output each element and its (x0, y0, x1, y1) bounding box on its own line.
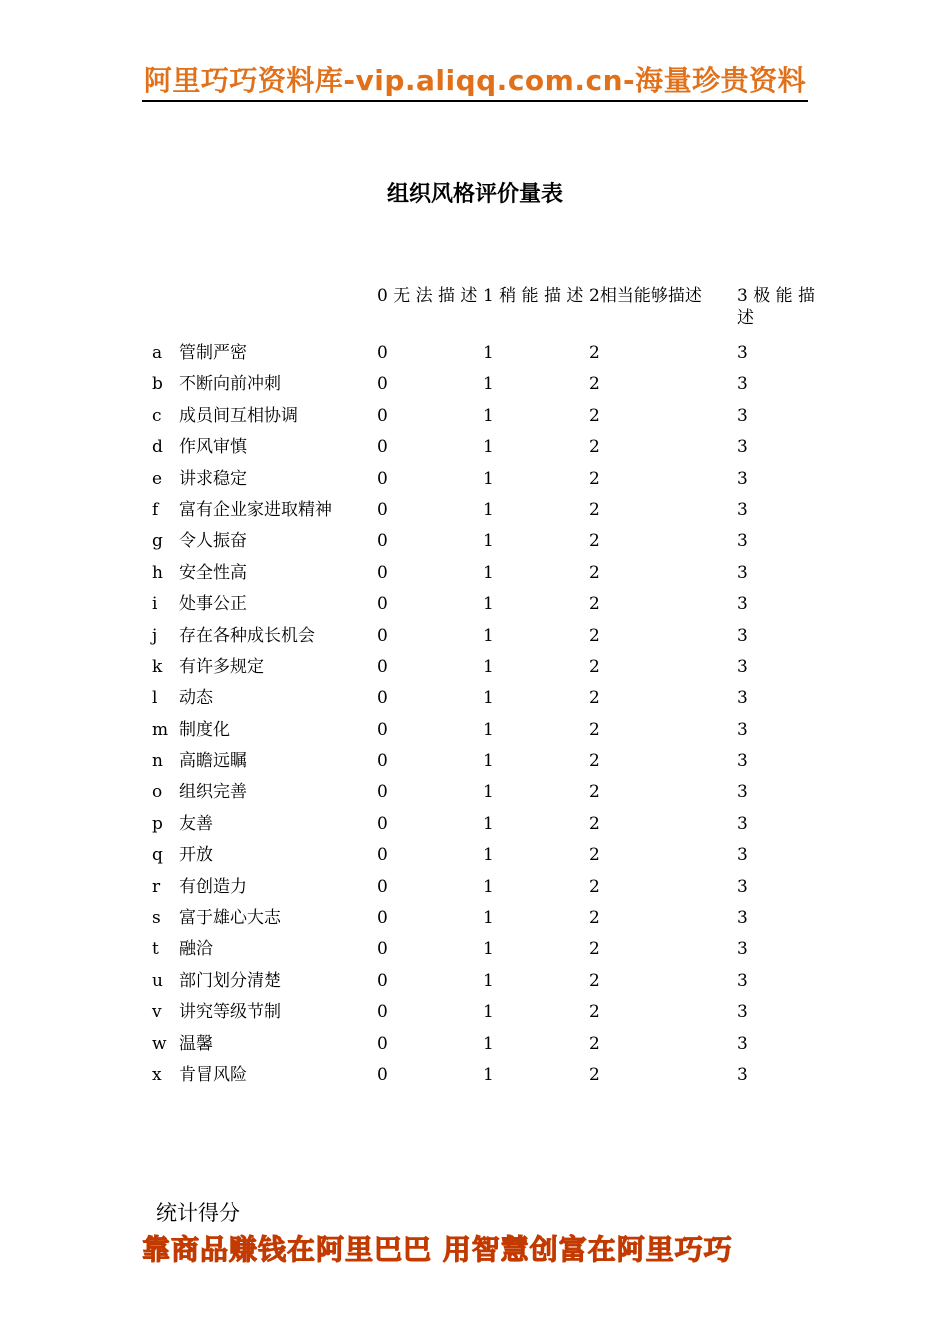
score-cell: 1 (483, 751, 494, 772)
item-code: f (152, 499, 159, 520)
score-cell: 0 (377, 1064, 388, 1085)
score-cell: 3 (737, 782, 748, 803)
table-row (147, 524, 832, 555)
score-cell: 3 (737, 751, 748, 772)
score-cell: 2 (589, 531, 600, 552)
item-text: 制度化 (179, 719, 230, 740)
table-row (147, 619, 832, 650)
score-cell: 0 (377, 908, 388, 929)
table-row (147, 462, 832, 493)
item-text: 开放 (179, 845, 213, 866)
header-banner (142, 62, 808, 102)
score-cell: 3 (737, 562, 748, 583)
table-row (147, 807, 832, 838)
score-cell: 2 (589, 908, 600, 929)
score-cell: 1 (483, 688, 494, 709)
score-cell: 0 (377, 813, 388, 834)
item-text: 不断向前冲刺 (179, 374, 281, 395)
score-cell: 3 (737, 1002, 748, 1023)
score-cell: 1 (483, 343, 494, 363)
score-cell: 0 (377, 656, 388, 677)
header-blank-code (147, 281, 179, 336)
item-code: p (152, 813, 163, 834)
table-row (147, 1058, 832, 1089)
item-text: 部门划分清楚 (179, 970, 281, 991)
score-cell: 0 (377, 594, 388, 615)
score-cell: 3 (737, 970, 748, 991)
score-cell: 0 (377, 562, 388, 583)
item-text: 动态 (179, 688, 213, 709)
score-cell: 1 (483, 1033, 494, 1054)
item-text: 组织完善 (179, 782, 247, 803)
item-text: 有许多规定 (179, 656, 264, 677)
table-row (147, 399, 832, 430)
score-cell: 3 (737, 531, 748, 552)
score-cell: 3 (737, 688, 748, 709)
score-cell: 1 (483, 499, 494, 520)
score-cell: 3 (737, 876, 748, 897)
score-cell: 3 (737, 908, 748, 929)
score-cell: 3 (737, 468, 748, 489)
score-cell: 1 (483, 468, 494, 489)
item-code: t (152, 939, 159, 960)
item-text: 有创造力 (179, 876, 247, 897)
footer-banner-text: 靠商品赚钱在阿里巴巴 用智慧创富在阿里巧巧 (142, 1233, 733, 1266)
item-code: g (152, 531, 163, 552)
score-cell: 1 (483, 719, 494, 740)
table-row (147, 367, 832, 398)
score-cell: 1 (483, 562, 494, 583)
column-header: 2相当能够描述 (589, 286, 702, 306)
item-text: 管制严密 (179, 343, 247, 363)
score-cell: 3 (737, 437, 748, 458)
score-cell: 1 (483, 437, 494, 458)
table-row (147, 556, 832, 587)
score-cell: 0 (377, 1002, 388, 1023)
table-row (147, 870, 832, 901)
score-cell: 3 (737, 939, 748, 960)
score-cell: 2 (589, 656, 600, 677)
score-cell: 2 (589, 594, 600, 615)
item-code: i (152, 594, 158, 615)
score-cell: 2 (589, 970, 600, 991)
score-cell: 0 (377, 845, 388, 866)
score-cell: 3 (737, 1064, 748, 1085)
item-code: v (152, 1002, 162, 1023)
score-cell: 3 (737, 594, 748, 615)
score-cell: 2 (589, 813, 600, 834)
score-cell: 2 (589, 1033, 600, 1054)
score-cell: 2 (589, 499, 600, 520)
score-cell: 0 (377, 719, 388, 740)
score-cell: 1 (483, 1064, 494, 1085)
score-cell: 2 (589, 405, 600, 426)
score-cell: 2 (589, 1002, 600, 1023)
table-row (147, 650, 832, 681)
table-row (147, 336, 832, 367)
score-cell: 1 (483, 374, 494, 395)
item-text: 成员间互相协调 (179, 405, 298, 426)
score-cell: 0 (377, 374, 388, 395)
item-text: 高瞻远瞩 (179, 751, 247, 772)
table-row (147, 744, 832, 775)
score-cell: 0 (377, 876, 388, 897)
item-code: s (152, 908, 161, 929)
item-text: 讲求稳定 (179, 468, 247, 489)
score-cell: 3 (737, 813, 748, 834)
score-cell: 3 (737, 343, 748, 363)
item-code: x (152, 1064, 162, 1085)
score-cell: 2 (589, 468, 600, 489)
item-code: e (152, 468, 163, 489)
score-cell: 3 (737, 625, 748, 646)
score-cell: 1 (483, 813, 494, 834)
score-cell: 1 (483, 531, 494, 552)
item-text: 温馨 (179, 1033, 213, 1054)
score-cell: 3 (737, 1033, 748, 1054)
table-header-row (147, 281, 832, 336)
score-cell: 1 (483, 876, 494, 897)
score-cell: 1 (483, 908, 494, 929)
score-cell: 2 (589, 876, 600, 897)
column-header: 3 极 能 描 述 (737, 286, 816, 328)
column-header: 0 无 法 描 述 (377, 286, 478, 306)
score-cell: 2 (589, 562, 600, 583)
table-row (147, 1027, 832, 1058)
item-text: 存在各种成长机会 (179, 625, 315, 646)
score-cell: 3 (737, 719, 748, 740)
score-cell: 3 (737, 374, 748, 395)
item-text: 安全性高 (179, 562, 247, 583)
score-cell: 0 (377, 468, 388, 489)
score-cell: 1 (483, 1002, 494, 1023)
score-cell: 2 (589, 374, 600, 395)
page-title: 组织风格评价量表 (386, 181, 563, 207)
score-cell: 2 (589, 719, 600, 740)
item-code: w (152, 1033, 167, 1054)
score-cell: 1 (483, 845, 494, 866)
score-cell: 3 (737, 845, 748, 866)
item-code: o (152, 782, 163, 803)
score-cell: 1 (483, 405, 494, 426)
item-code: q (152, 845, 163, 866)
item-text: 作风审慎 (179, 437, 247, 458)
score-cell: 2 (589, 845, 600, 866)
score-cell: 2 (589, 688, 600, 709)
column-header: 1 稍 能 描 述 (483, 286, 584, 306)
table-row (147, 430, 832, 461)
score-cell: 1 (483, 970, 494, 991)
stats-label: 统计得分 (156, 1201, 240, 1225)
table-body (147, 336, 832, 1089)
item-code: h (152, 562, 163, 583)
item-code: n (152, 751, 163, 772)
score-cell: 1 (483, 939, 494, 960)
table-row (147, 838, 832, 869)
header-banner-text: 阿里巧巧资料库-vip.aliqq.com.cn-海量珍贵资料 (143, 64, 807, 97)
table-row (147, 932, 832, 963)
item-text: 肯冒风险 (179, 1064, 247, 1085)
item-code: m (152, 719, 169, 740)
score-cell: 0 (377, 531, 388, 552)
score-cell: 0 (377, 625, 388, 646)
score-cell: 3 (737, 656, 748, 677)
item-text: 富有企业家进取精神 (179, 499, 332, 520)
score-cell: 1 (483, 656, 494, 677)
table-row (147, 493, 832, 524)
item-code: d (152, 437, 163, 458)
score-cell: 1 (483, 594, 494, 615)
score-cell: 3 (737, 499, 748, 520)
score-cell: 3 (737, 405, 748, 426)
score-cell: 0 (377, 970, 388, 991)
score-cell: 1 (483, 625, 494, 646)
item-text: 融洽 (179, 939, 213, 960)
item-text: 令人振奋 (179, 531, 247, 552)
score-cell: 2 (589, 782, 600, 803)
table-row (147, 995, 832, 1026)
item-text: 富于雄心大志 (179, 908, 281, 929)
score-cell: 0 (377, 751, 388, 772)
score-cell: 2 (589, 437, 600, 458)
item-code: k (152, 656, 163, 677)
table-row (147, 964, 832, 995)
table-row (147, 901, 832, 932)
item-code: r (152, 876, 161, 897)
score-cell: 2 (589, 625, 600, 646)
item-code: j (152, 625, 158, 646)
item-code: u (152, 970, 163, 991)
score-cell: 0 (377, 1033, 388, 1054)
score-cell: 0 (377, 782, 388, 803)
score-cell: 0 (377, 499, 388, 520)
score-cell: 0 (377, 688, 388, 709)
item-text: 处事公正 (179, 594, 247, 615)
score-cell: 0 (377, 437, 388, 458)
item-text: 讲究等级节制 (179, 1002, 281, 1023)
table-row (147, 713, 832, 744)
score-cell: 2 (589, 751, 600, 772)
evaluation-table (147, 281, 832, 1089)
score-cell: 0 (377, 343, 388, 363)
footer-banner (142, 1232, 812, 1270)
score-cell: 2 (589, 939, 600, 960)
score-cell: 0 (377, 405, 388, 426)
score-cell: 1 (483, 782, 494, 803)
table-row (147, 587, 832, 618)
score-cell: 0 (377, 939, 388, 960)
table-row (147, 681, 832, 712)
score-cell: 2 (589, 1064, 600, 1085)
item-code: a (152, 343, 163, 363)
item-text: 友善 (179, 813, 213, 834)
score-cell: 2 (589, 343, 600, 363)
header-blank-item (179, 281, 377, 336)
item-code: c (152, 405, 162, 426)
item-code: b (152, 374, 163, 395)
table-row (147, 775, 832, 806)
item-code: l (152, 688, 158, 709)
